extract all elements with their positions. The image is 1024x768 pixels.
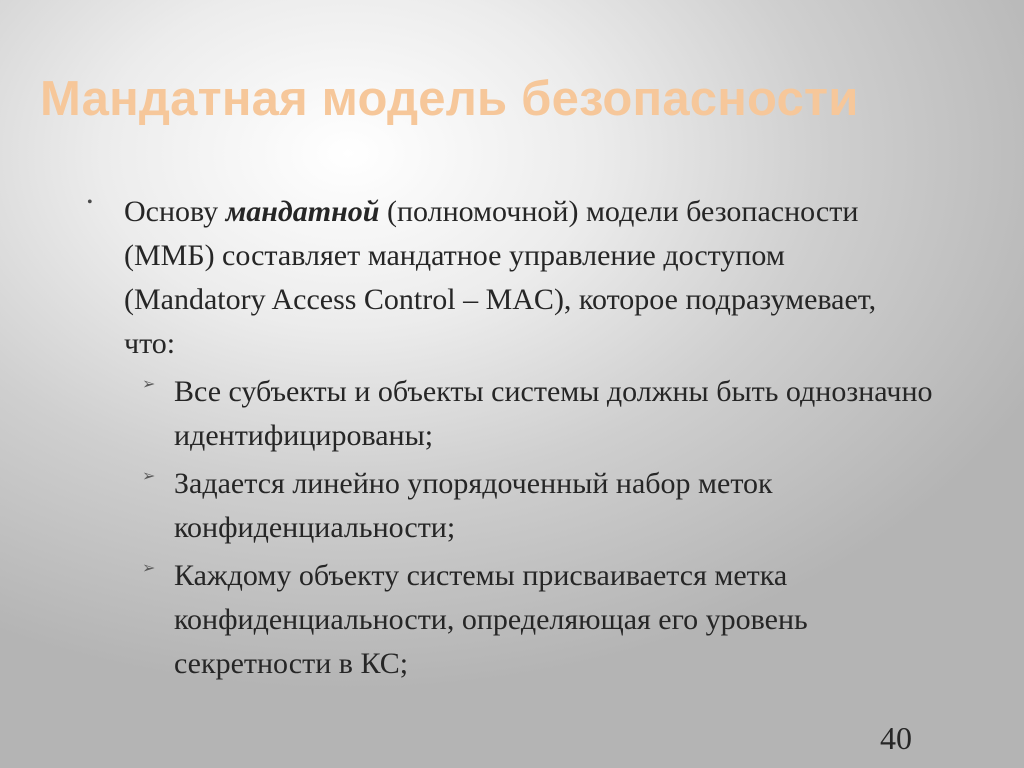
arrow-bullet-icon: ➢	[142, 376, 156, 393]
sub-bullet-item	[142, 554, 944, 686]
arrow-bullet-icon: ➢	[142, 560, 156, 577]
main-bullet	[87, 190, 914, 366]
arrow-bullet-icon: ➢	[142, 468, 156, 485]
sub-bullet-text: Каждому объекту системы присваивается метка конфиденциальности, определяющая его уровень секретности в КС;	[174, 559, 808, 680]
sub-bullet-text: Задается линейно упорядоченный набор меток конфиденциальности;	[174, 467, 773, 544]
sub-bullet-item	[142, 462, 944, 550]
sub-bullet-item	[142, 370, 944, 458]
slide-title: Мандатная модель безопасности	[40, 72, 859, 126]
bullet-marker-icon: •	[87, 194, 93, 211]
sub-bullet-text: Все субъекты и объекты системы должны быть однозначно идентифицированы;	[174, 375, 933, 452]
main-bullet-text-start: Основу	[124, 195, 226, 228]
page-number: 40	[880, 720, 912, 756]
main-bullet-text-end: (полномочной) модели безопасности (ММБ) составляет мандатное управление доступом (Mandatory Access Control – MAC), которое подразумевает, что:	[124, 195, 877, 360]
main-bullet-emphasis: мандатной	[225, 195, 380, 228]
sub-bullet-list	[142, 370, 944, 690]
